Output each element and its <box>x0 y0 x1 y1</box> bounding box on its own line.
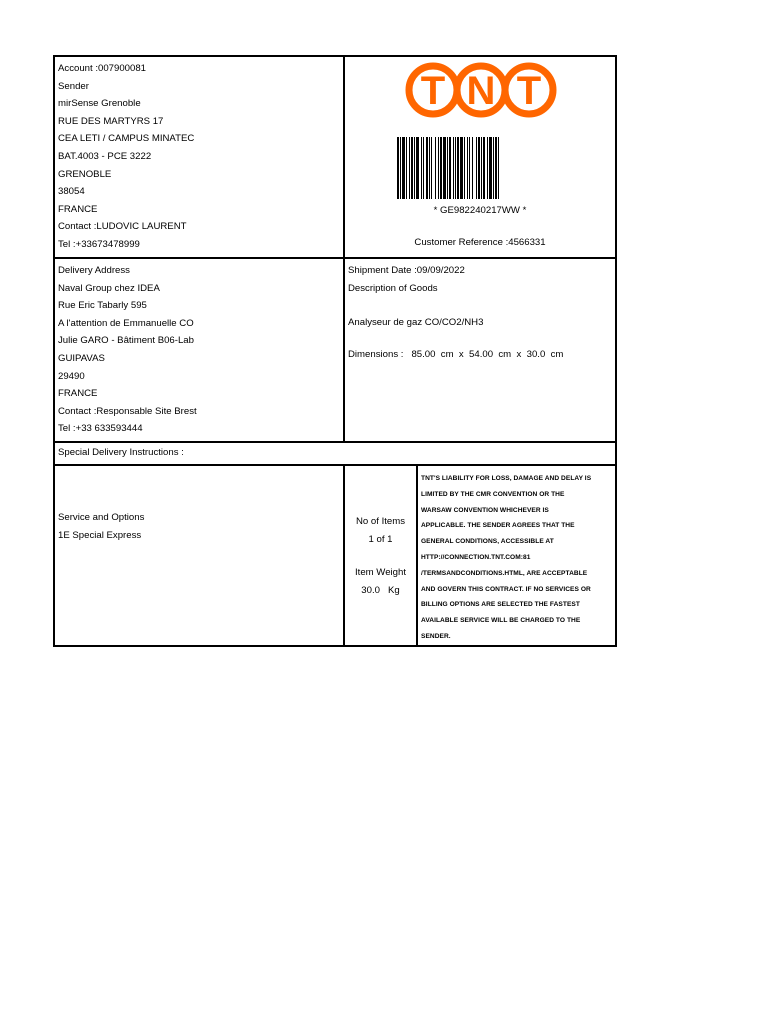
sender-line: CEA LETI / CAMPUS MINATEC <box>58 133 195 145</box>
liability-line: LIMITED BY THE CMR CONVENTION OR THE <box>421 490 565 498</box>
barcode <box>397 137 557 199</box>
sender-line: BAT.4003 - PCE 3222 <box>58 150 152 162</box>
sender-line: Tel :+33673478999 <box>58 238 140 250</box>
barcode-bar <box>426 137 428 199</box>
shipment-date: Shipment Date :09/09/2022 <box>348 265 465 276</box>
barcode-bar <box>402 137 405 199</box>
shipping-label <box>53 55 617 647</box>
service-block <box>58 509 338 544</box>
customer-reference: Customer Reference :4566331 <box>414 237 546 248</box>
delivery-line: Naval Group chez IDEA <box>58 282 160 294</box>
logo-letter: T <box>420 69 446 113</box>
barcode-bar <box>476 137 477 199</box>
items-block <box>345 513 416 599</box>
items-count-value: 1 of 1 <box>368 533 393 545</box>
liability-line: APPLICABLE. THE SENDER AGREES THAT THE <box>421 522 575 530</box>
barcode-bar <box>423 137 424 199</box>
barcode-bar <box>447 137 448 199</box>
barcode-bar <box>469 137 470 199</box>
barcode-bar <box>414 137 415 199</box>
delivery-line: Rue Eric Tabarly 595 <box>58 300 147 312</box>
sender-line: Contact :LUDOVIC LAURENT <box>58 221 187 233</box>
divider-row-1 <box>55 257 615 259</box>
barcode-bar <box>443 137 446 199</box>
barcode-bar <box>498 137 499 199</box>
liability-line: BILLING OPTIONS ARE SELECTED THE FASTEST <box>421 601 580 609</box>
barcode-bar <box>453 137 454 199</box>
logo-barcode-block <box>345 57 615 257</box>
logo-letter: T <box>516 69 542 113</box>
barcode-bar <box>416 137 419 199</box>
barcode-bar <box>400 137 401 199</box>
divider-vertical-items-right <box>416 464 418 645</box>
barcode-bar <box>421 137 422 199</box>
barcode-bar <box>495 137 497 199</box>
barcode-bar <box>457 137 459 199</box>
barcode-bar <box>472 137 473 199</box>
delivery-line: Julie GARO - Bâtiment B06-Lab <box>58 335 194 347</box>
sender-line: mirSense Grenoble <box>58 98 141 110</box>
barcode-bar <box>460 137 463 199</box>
delivery-line: GUIPAVAS <box>58 352 105 364</box>
liability-line: HTTP://CONNECTION.TNT.COM:81 <box>421 553 531 561</box>
delivery-line: FRANCE <box>58 388 98 400</box>
barcode-bar <box>411 137 413 199</box>
items-weight-value: 30.0 Kg <box>361 584 400 596</box>
sender-line: 38054 <box>58 186 85 198</box>
barcode-bar <box>489 137 492 199</box>
dimensions: Dimensions : 85.00 cm x 54.00 cm x 30.0 cm <box>348 348 564 360</box>
liability-block <box>421 471 615 645</box>
liability-line: AND GOVERN THIS CONTRACT. IF NO SERVICES OR <box>421 585 591 593</box>
delivery-line: Tel :+33 633593444 <box>58 423 143 435</box>
service-value: 1E Special Express <box>58 529 142 541</box>
barcode-bar <box>487 137 488 199</box>
items-weight-label: Item Weight <box>354 567 406 579</box>
barcode-bar <box>493 137 494 199</box>
special-instructions: Special Delivery Instructions : <box>58 447 184 458</box>
service-label: Service and Options <box>58 512 145 523</box>
barcode-bar <box>438 137 439 199</box>
liability-line: GENERAL CONDITIONS, ACCESSIBLE AT <box>421 538 554 546</box>
sender-line: Sender <box>58 80 89 92</box>
liability-line: /TERMSANDCONDITIONS.HTML, ARE ACCEPTABLE <box>421 569 588 577</box>
barcode-bar <box>455 137 456 199</box>
barcode-bar <box>397 137 399 199</box>
sender-line: GRENOBLE <box>58 168 112 180</box>
description-label: Description of Goods <box>348 282 438 294</box>
barcode-bar <box>409 137 410 199</box>
liability-line: TNT'S LIABILITY FOR LOSS, DAMAGE AND DELAY IS <box>421 475 592 482</box>
barcode-bar <box>464 137 465 199</box>
sender-line: RUE DES MARTYRS 17 <box>58 115 164 127</box>
delivery-line: 29490 <box>58 370 85 382</box>
divider-row-3 <box>55 464 615 466</box>
barcode-text: * GE982240217WW * <box>433 205 527 216</box>
tnt-logo <box>405 61 557 119</box>
liability-line: SENDER. <box>421 632 451 640</box>
divider-row-2 <box>55 441 615 443</box>
delivery-line: Contact :Responsable Site Brest <box>58 405 197 417</box>
liability-line: WARSAW CONVENTION WHICHEVER IS <box>421 506 549 514</box>
sender-line: FRANCE <box>58 203 98 215</box>
barcode-bar <box>467 137 468 199</box>
sender-block <box>58 60 338 254</box>
barcode-bar <box>435 137 436 199</box>
delivery-line: Delivery Address <box>58 265 130 276</box>
barcode-bar <box>481 137 482 199</box>
barcode-bar <box>483 137 485 199</box>
shipment-block <box>348 262 613 363</box>
barcode-bar <box>478 137 480 199</box>
liability-line: AVAILABLE SERVICE WILL BE CHARGED TO THE <box>421 617 581 625</box>
description-value: Analyseur de gaz CO/CO2/NH3 <box>348 317 484 329</box>
barcode-bar <box>431 137 432 199</box>
delivery-block <box>58 262 338 438</box>
sender-line: Account :007900081 <box>58 63 147 74</box>
barcode-bar <box>449 137 451 199</box>
barcode-bar <box>429 137 430 199</box>
logo-letter: N <box>466 69 496 113</box>
barcode-bar <box>440 137 442 199</box>
delivery-line: A l'attention de Emmanuelle CO <box>58 317 194 329</box>
items-count-label: No of Items <box>355 516 406 527</box>
barcode-bar <box>406 137 407 199</box>
